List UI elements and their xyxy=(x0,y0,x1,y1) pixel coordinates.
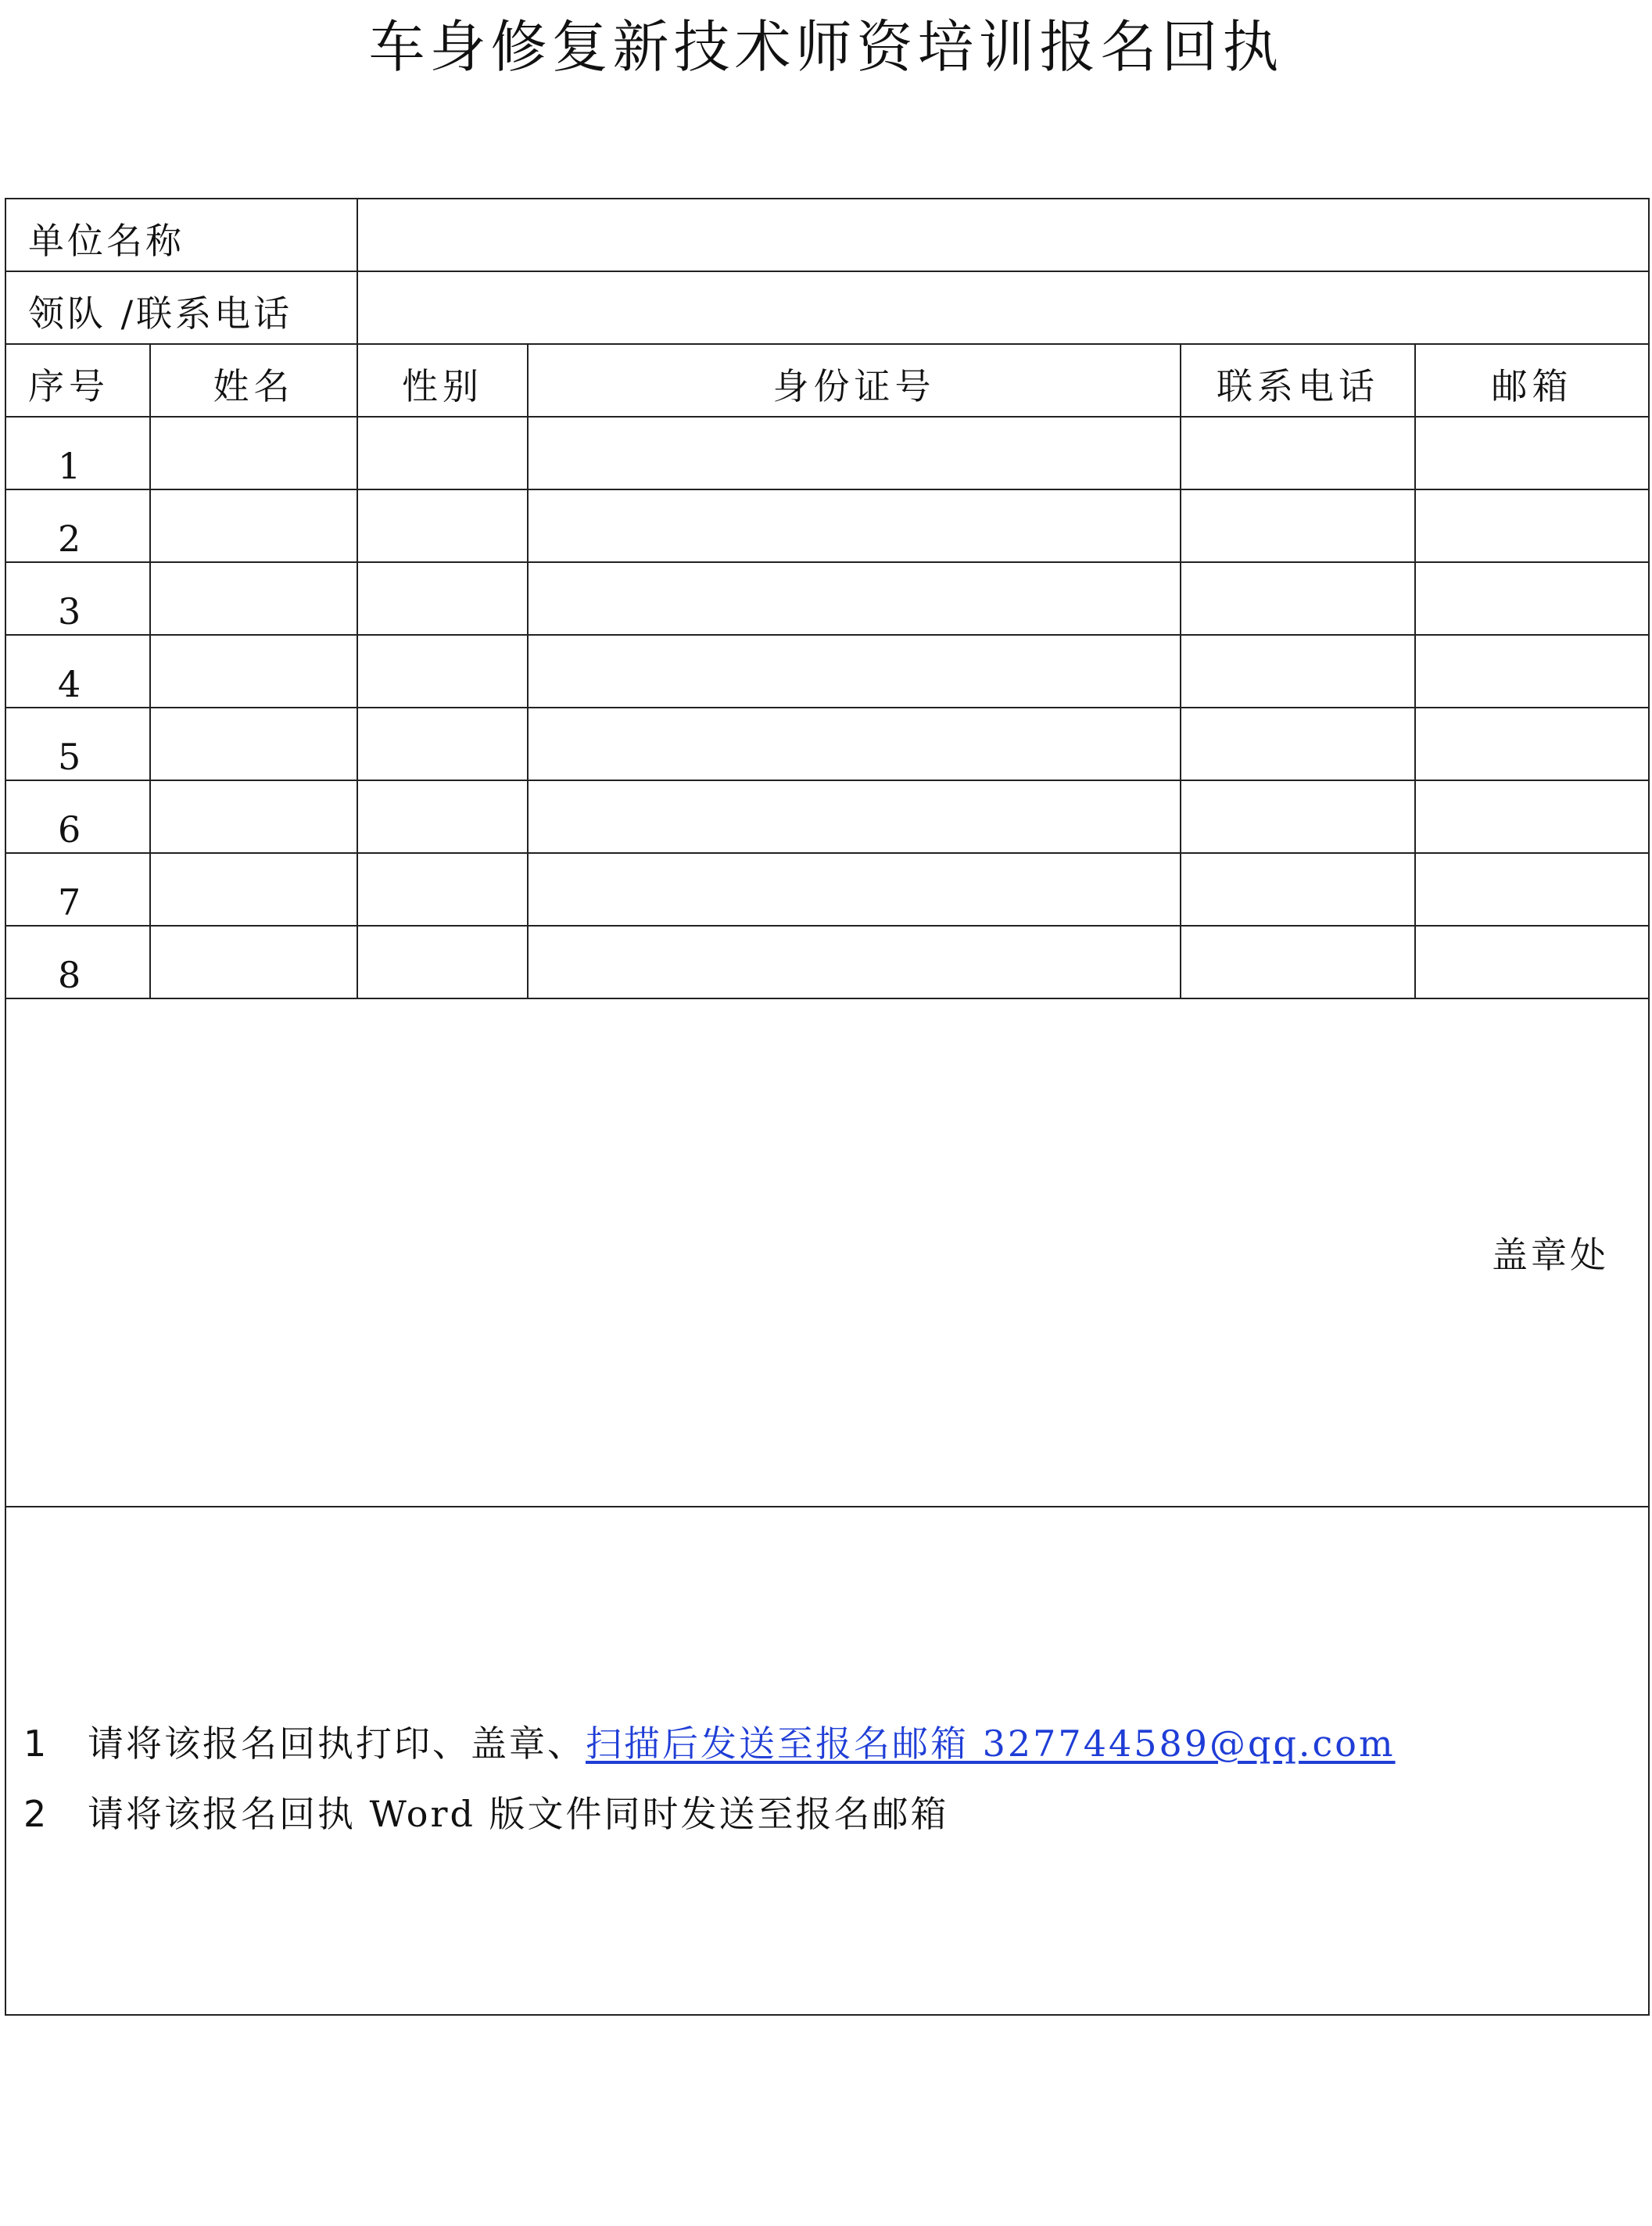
gender-cell[interactable] xyxy=(357,926,528,998)
gender-cell[interactable] xyxy=(357,635,528,708)
instruction-text: 请将该报名回执 Word 版文件同时发送至报名邮箱 xyxy=(88,1793,949,1835)
id-number-cell[interactable] xyxy=(528,489,1181,562)
phone-cell[interactable] xyxy=(1181,562,1415,635)
gender-cell[interactable] xyxy=(357,853,528,926)
table-row xyxy=(5,489,1649,562)
id-number-cell[interactable] xyxy=(528,708,1181,780)
name-cell[interactable] xyxy=(150,562,357,635)
row-number: 8 xyxy=(5,926,150,998)
row-number: 1 xyxy=(5,417,150,489)
header-phone: 联系电话 xyxy=(1181,344,1415,417)
email-cell[interactable] xyxy=(1415,635,1649,708)
id-number-cell[interactable] xyxy=(528,635,1181,708)
phone-cell[interactable] xyxy=(1181,489,1415,562)
unit-row xyxy=(5,199,1649,271)
email-cell[interactable] xyxy=(1415,417,1649,489)
phone-cell[interactable] xyxy=(1181,853,1415,926)
name-cell[interactable] xyxy=(150,853,357,926)
document-title: 车身修复新技术师资培训报名回执 xyxy=(368,14,1284,80)
stamp-row xyxy=(5,998,1649,1507)
email-cell[interactable] xyxy=(1415,708,1649,780)
name-cell[interactable] xyxy=(150,417,357,489)
id-number-cell[interactable] xyxy=(528,417,1181,489)
leader-row xyxy=(5,271,1649,344)
row-number: 7 xyxy=(5,853,150,926)
row-number: 4 xyxy=(5,635,150,708)
instruction-number: 2 xyxy=(23,1793,47,1835)
email-cell[interactable] xyxy=(1415,926,1649,998)
row-number: 3 xyxy=(5,562,150,635)
table-row xyxy=(5,853,1649,926)
table-row xyxy=(5,417,1649,489)
instruction-text: 请将该报名回执打印、盖章、 xyxy=(88,1722,586,1765)
header-name: 姓名 xyxy=(150,344,357,417)
phone-cell[interactable] xyxy=(1181,635,1415,708)
table-row xyxy=(5,926,1649,998)
row-number: 5 xyxy=(5,708,150,780)
name-cell[interactable] xyxy=(150,926,357,998)
stamp-label: 盖章处 xyxy=(1492,1234,1609,1276)
gender-cell[interactable] xyxy=(357,489,528,562)
gender-cell[interactable] xyxy=(357,562,528,635)
gender-cell[interactable] xyxy=(357,780,528,853)
email-cell[interactable] xyxy=(1415,489,1649,562)
instruction-number: 1 xyxy=(23,1722,47,1765)
table-row xyxy=(5,780,1649,853)
table-row xyxy=(5,562,1649,635)
header-id-number: 身份证号 xyxy=(528,344,1181,417)
table-row xyxy=(5,708,1649,780)
email-cell[interactable] xyxy=(1415,562,1649,635)
phone-cell[interactable] xyxy=(1181,780,1415,853)
name-cell[interactable] xyxy=(150,780,357,853)
instructions xyxy=(23,1708,1396,1849)
instruction-item xyxy=(23,1708,1396,1779)
phone-cell[interactable] xyxy=(1181,708,1415,780)
id-number-cell[interactable] xyxy=(528,562,1181,635)
leader-field[interactable] xyxy=(357,271,1649,344)
email-link[interactable]: 扫描后发送至报名邮箱 327744589@qq.com xyxy=(586,1722,1396,1765)
leader-label: 领队 /联系电话 xyxy=(5,271,357,344)
instruction-item xyxy=(23,1779,1396,1849)
header-no: 序号 xyxy=(5,344,150,417)
id-number-cell[interactable] xyxy=(528,853,1181,926)
gender-cell[interactable] xyxy=(357,708,528,780)
id-number-cell[interactable] xyxy=(528,780,1181,853)
stamp-area xyxy=(5,998,1649,1507)
header-email: 邮箱 xyxy=(1415,344,1649,417)
header-gender: 性别 xyxy=(357,344,528,417)
header-row xyxy=(5,344,1649,417)
email-cell[interactable] xyxy=(1415,780,1649,853)
phone-cell[interactable] xyxy=(1181,926,1415,998)
id-number-cell[interactable] xyxy=(528,926,1181,998)
name-cell[interactable] xyxy=(150,489,357,562)
name-cell[interactable] xyxy=(150,635,357,708)
unit-field[interactable] xyxy=(357,199,1649,271)
unit-label: 单位名称 xyxy=(5,199,357,271)
phone-cell[interactable] xyxy=(1181,417,1415,489)
name-cell[interactable] xyxy=(150,708,357,780)
table-row xyxy=(5,635,1649,708)
row-number: 6 xyxy=(5,780,150,853)
gender-cell[interactable] xyxy=(357,417,528,489)
email-cell[interactable] xyxy=(1415,853,1649,926)
row-number: 2 xyxy=(5,489,150,562)
